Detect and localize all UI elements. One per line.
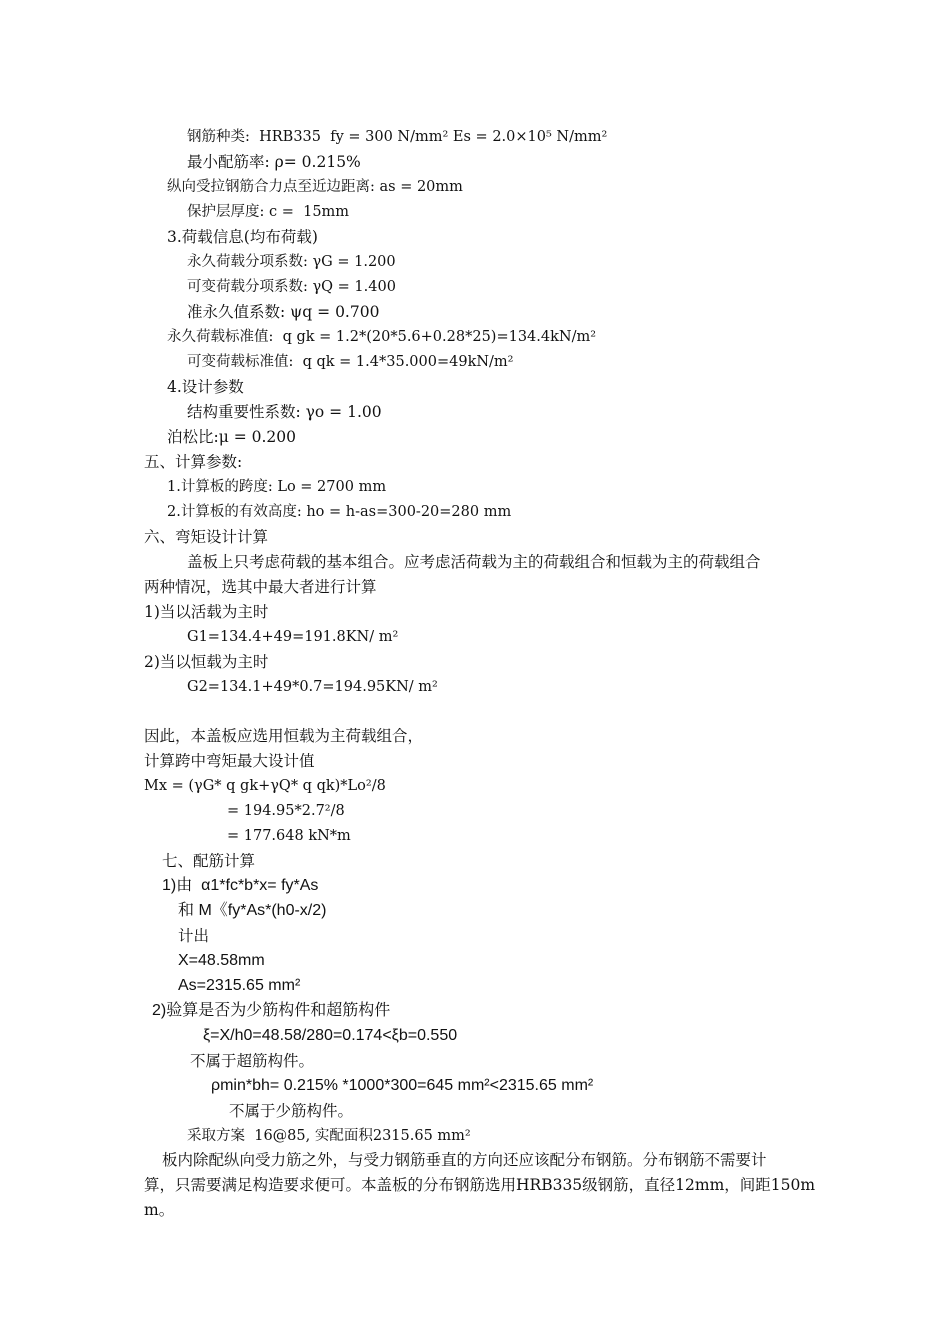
paragraph-line: m。 — [144, 1201, 175, 1219]
text-line: 1.计算板的跨度: Lo = 2700 mm — [167, 479, 387, 495]
formula-line: = 177.648 kN*m — [227, 828, 351, 844]
text-line: 可变荷载分项系数: γQ = 1.400 — [187, 279, 396, 295]
formula-line: Mx = (γG* q gk+γQ* q qk)*Lo²/8 — [144, 778, 386, 794]
text-line: 2)当以恒载为主时 — [144, 653, 269, 671]
text-line: 纵向受拉钢筋合力点至近边距离: as = 20mm — [167, 179, 463, 195]
formula-line: 1)由 α1*fc*b*x= fy*As — [162, 877, 319, 894]
text-line: 采取方案 16@85, 实配面积2315.65 mm² — [187, 1128, 471, 1144]
section-heading: 4.设计参数 — [167, 378, 244, 396]
text-line: 泊松比:μ = 0.200 — [167, 428, 297, 446]
text-line: 不属于超筋构件。 — [190, 1052, 315, 1070]
formula-line: G2=134.1+49*0.7=194.95KN/ m² — [187, 679, 438, 695]
formula-line: X=48.58mm — [178, 952, 265, 969]
section-heading: 3.荷载信息(均布荷载) — [167, 228, 318, 246]
paragraph-line: 板内除配纵向受力筋之外，与受力钢筋垂直的方向还应该配分布钢筋。分布钢筋不需要计 — [162, 1151, 767, 1169]
text-line: 1)当以活载为主时 — [144, 603, 269, 621]
text-line: 因此，本盖板应选用恒载为主荷载组合， — [144, 727, 424, 745]
formula-line: G1=134.4+49=191.8KN/ m² — [187, 629, 399, 645]
text-line: 结构重要性系数: γo = 1.00 — [187, 403, 382, 421]
text-line: 永久荷载标准值: q gk = 1.2*(20*5.6+0.28*25)=134.4kN/m² — [167, 329, 597, 345]
formula-line: ξ=X/h0=48.58/280=0.174<ξb=0.550 — [203, 1027, 458, 1044]
text-line: 钢筋种类: HRB335 fy = 300 N/mm² Es = 2.0×10⁵ N/mm² — [187, 129, 608, 145]
text-line: 可变荷载标准值: q qk = 1.4*35.000=49kN/m² — [187, 354, 514, 370]
text-line: 不属于少筋构件。 — [229, 1102, 354, 1120]
paragraph-line: 盖板上只考虑荷载的基本组合。应考虑活荷载为主的荷载组合和恒载为主的荷载组合 — [187, 553, 761, 571]
section-heading: 七、配筋计算 — [162, 852, 256, 870]
paragraph-line: 两种情况，选其中最大者进行计算 — [144, 578, 377, 596]
formula-line: 和 M《fy*As*(h0-x/2) — [178, 902, 327, 919]
text-line: 计算跨中弯矩最大设计值 — [144, 752, 315, 770]
section-heading: 五、计算参数: — [144, 453, 243, 471]
text-line: 保护层厚度: c = 15mm — [187, 204, 350, 220]
text-line: 2)验算是否为少筋构件和超筋构件 — [152, 1002, 391, 1019]
formula-line: As=2315.65 mm² — [178, 977, 301, 994]
text-line: 准永久值系数: ψq = 0.700 — [187, 303, 380, 321]
text-line: 永久荷载分项系数: γG = 1.200 — [187, 254, 396, 270]
text-line: 最小配筋率: ρ= 0.215% — [187, 153, 361, 171]
text-line: 2.计算板的有效高度: ho = h-as=300-20=280 mm — [167, 504, 512, 520]
paragraph-line: 算，只需要满足构造要求便可。本盖板的分布钢筋选用HRB335级钢筋，直径12mm，间距150m — [144, 1176, 816, 1194]
section-heading: 六、弯矩设计计算 — [144, 528, 269, 546]
text-line: 计出 — [178, 927, 210, 945]
formula-line: = 194.95*2.7²/8 — [227, 803, 345, 819]
formula-line: ρmin*bh= 0.215% *1000*300=645 mm²<2315.65 mm² — [211, 1077, 594, 1094]
